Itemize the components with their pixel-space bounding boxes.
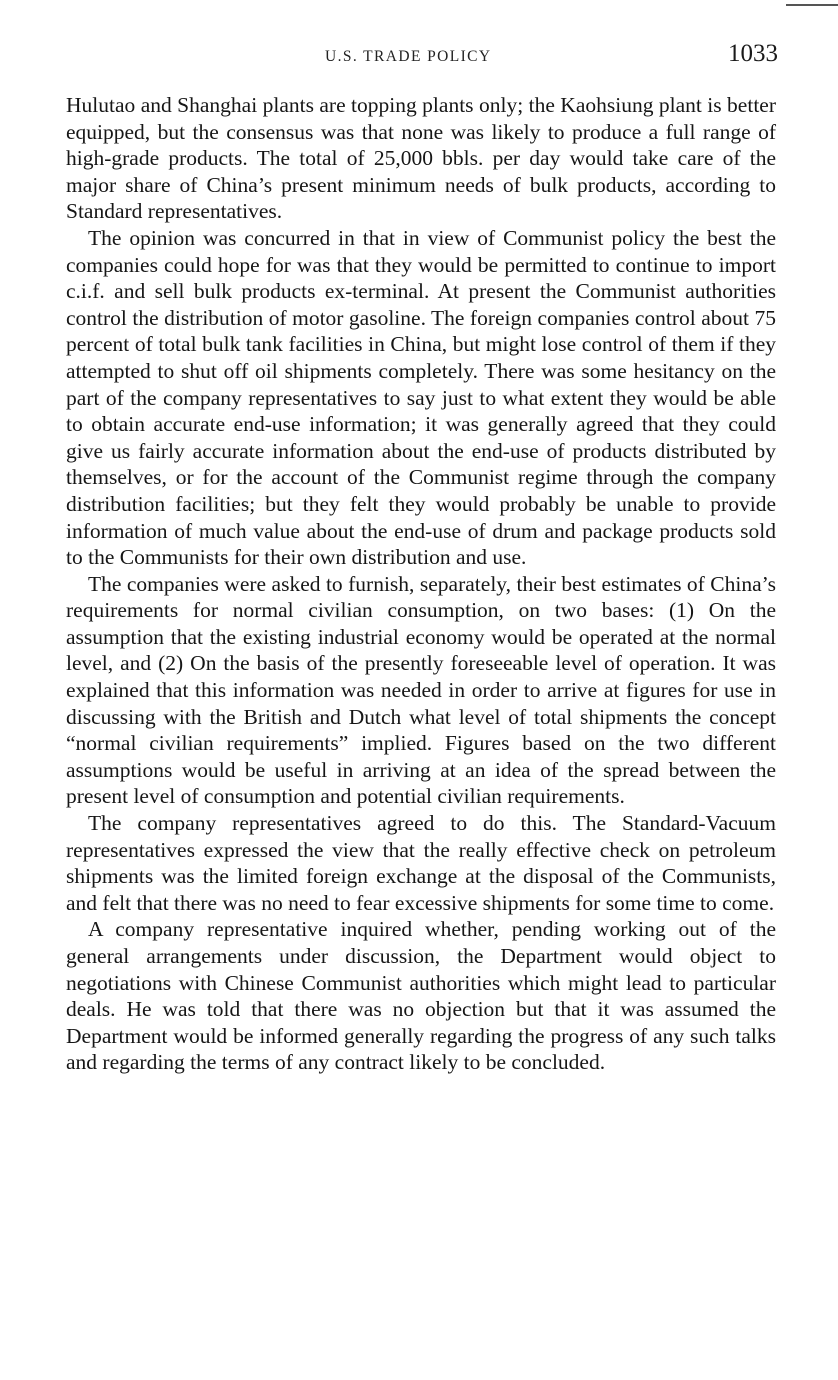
paragraph-5: A company representative inquired whether, pending working out of the general arrangements under discussion, the Department would object to negotiations with Chinese Communist authorities which might lead to particular deals. He was told that there was no objection but that it was assumed the Department would be informed generally regarding the progress of any such talks and regarding the terms of any contract likely to be concluded. xyxy=(66,917,776,1075)
paragraph-2: The opinion was concurred in that in view of Communist policy the best the companies could hope for was that they would be permitted to continue to import c.i.f. and sell bulk products ex-terminal. At present the Communist authorities control the distribution of motor gasoline. The foreign companies control about 75 percent of total bulk tank facilities in China, but might lose control of them if they attempted to shut off oil shipments completely. There was some hesitancy on the part of the company representatives to say just to what extent they would be able to obtain accurate end-use information; it was generally agreed that they could give us fairly accurate information about the end-use of products distributed by themselves, or for the account of the Communist regime through the company distribution facilities; but they felt they would probably be unable to provide information of much value about the end-use of drum and package products sold to the Communists for their own distribution and use. xyxy=(66,225,776,570)
page-number: 1033 xyxy=(728,40,778,67)
corner-rule xyxy=(786,4,838,6)
running-head xyxy=(70,40,780,80)
body-text xyxy=(66,92,776,1076)
paragraph-3: The companies were asked to furnish, separately, their best estimates of China’s requirements for normal civilian consumption, on two bases: (1) On the assumption that the existing industrial economy would be operated at the normal level, and (2) On the basis of the presently foreseeable level of operation. It was explained that this information was needed in order to arrive at figures for use in discussing with the British and Dutch what level of total shipments the concept “normal civilian requirements” implied. Figures based on the two different assumptions would be useful in arriving at an idea of the spread between the present level of consumption and potential civilian requirements. xyxy=(66,571,776,809)
paragraph-4: The company representatives agreed to do this. The Standard-Vacuum representatives expressed the view that the really effective check on petroleum shipments was the limited foreign exchange at the disposal of the Communists, and felt that there was no need to fear excessive shipments for some time to come. xyxy=(66,811,776,915)
paragraph-1: Hulutao and Shanghai plants are topping plants only; the Kaohsiung plant is better equipped, but the consensus was that none was likely to produce a full range of high-grade products. The total of 25,000 bbls. per day would take care of the major share of China’s present minimum needs of bulk products, according to Standard representatives. xyxy=(66,93,776,224)
running-title: U.S. TRADE POLICY xyxy=(325,48,492,65)
